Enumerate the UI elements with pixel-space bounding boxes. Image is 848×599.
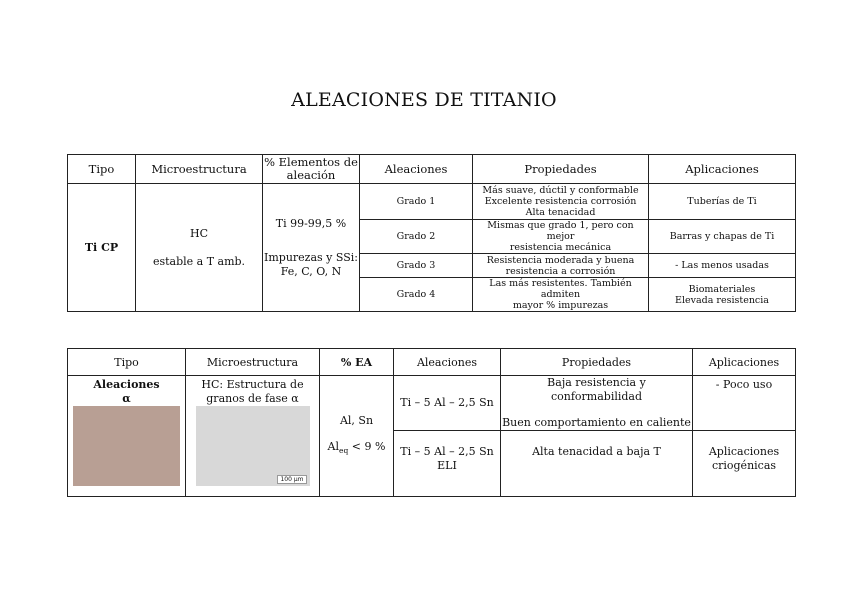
propiedades-cell: [473, 278, 649, 312]
aleacion-cell: Grado 1: [360, 184, 473, 220]
micrograph-image: [196, 406, 310, 486]
aleacion-line: ELI: [437, 459, 457, 472]
prop-line: resistencia mecánica: [509, 242, 612, 253]
ea-line: [320, 440, 393, 458]
col-header: Aleaciones: [360, 155, 473, 184]
aplicaciones-cell: - Las menos usadas: [649, 254, 796, 278]
col-header: Microestructura: [186, 349, 320, 376]
col-header: Microestructura: [136, 155, 263, 184]
apl-line: criogénicas: [711, 459, 777, 472]
col-header: Tipo: [68, 155, 136, 184]
prop-line: Baja resistencia y conformabilidad: [547, 376, 646, 403]
col-header: Aplicaciones: [693, 349, 796, 376]
micro-line: estable a T amb.: [152, 254, 246, 268]
col-header: % EA: [320, 349, 394, 376]
tipo-cell: Ti CP: [68, 184, 136, 312]
micrograph-image: [73, 406, 180, 486]
table-row: [68, 184, 796, 220]
col-header: Tipo: [68, 349, 186, 376]
aleacion-cell: Ti – 5 Al – 2,5 Sn: [394, 376, 501, 431]
propiedades-cell: Alta tenacidad a baja T: [501, 431, 693, 497]
page-title: ALEACIONES DE TITANIO: [291, 89, 557, 111]
micro-line: HC: [189, 226, 208, 240]
prop-line: Alta tenacidad: [525, 207, 596, 218]
tipo-cell: [68, 376, 186, 497]
ea-line: Al, Sn: [339, 413, 374, 427]
table-ti-cp: [67, 154, 796, 312]
ea-al: Al: [327, 439, 340, 453]
aleacion-cell: Grado 2: [360, 220, 473, 254]
prop-line: mayor % impurezas: [512, 300, 609, 311]
ea-rest: < 9 %: [348, 439, 386, 453]
table-row: [68, 376, 796, 431]
ea-cell: [320, 376, 394, 497]
apl-line: Elevada resistencia: [675, 294, 769, 306]
propiedades-cell: [501, 376, 693, 431]
aplicaciones-cell: Barras y chapas de Ti: [649, 220, 796, 254]
col-header: Propiedades: [473, 155, 649, 184]
microestructura-cell: [136, 184, 263, 312]
prop-line: Más suave, dúctil y conformable: [482, 185, 639, 196]
tipo-line: Aleaciones: [93, 378, 160, 391]
aleacion-line: Ti – 5 Al – 2,5 Sn: [400, 445, 494, 458]
elementos-cell: [263, 184, 360, 312]
tipo-line: α: [122, 392, 131, 405]
prop-line: Resistencia moderada y buena: [486, 254, 635, 266]
col-header: Aplicaciones: [649, 155, 796, 184]
col-header: Aleaciones: [394, 349, 501, 376]
aplicaciones-cell: [649, 278, 796, 312]
table-header-row: [68, 349, 796, 376]
aleacion-cell: Grado 3: [360, 254, 473, 278]
prop-line: resistencia a corrosión: [505, 265, 616, 277]
scale-bar-label: 100 µm: [277, 475, 306, 484]
prop-line: Las más resistentes. También admiten: [489, 278, 632, 300]
prop-line: Excelente resistencia corrosión: [484, 196, 637, 207]
ea-sub: eq: [339, 446, 349, 456]
elementos-line: Impurezas y SSi:: [264, 250, 358, 264]
prop-line: Buen comportamiento en caliente: [502, 416, 691, 429]
elementos-line: Fe, C, O, N: [280, 264, 342, 278]
elementos-line: Ti 99-99,5 %: [275, 216, 347, 230]
micro-line: granos de fase α: [206, 392, 299, 405]
propiedades-cell: [473, 184, 649, 220]
prop-line: Mismas que grado 1, pero con mejor: [487, 220, 634, 242]
table-aleaciones-alfa: [67, 348, 796, 497]
apl-line: Aplicaciones: [708, 445, 780, 458]
apl-line: Biomateriales: [688, 283, 756, 295]
aleacion-cell: [394, 431, 501, 497]
col-header: Propiedades: [501, 349, 693, 376]
table-header-row: [68, 155, 796, 184]
aplicaciones-cell: Tuberías de Ti: [649, 184, 796, 220]
propiedades-cell: [473, 220, 649, 254]
aplicaciones-cell: [693, 431, 796, 497]
micro-line: HC: Estructura de: [201, 378, 304, 391]
aleacion-cell: Grado 4: [360, 278, 473, 312]
aplicaciones-cell: - Poco uso: [693, 376, 796, 431]
propiedades-cell: [473, 254, 649, 278]
microestructura-cell: [186, 376, 320, 497]
col-header: % Elementos de aleación: [264, 155, 358, 182]
